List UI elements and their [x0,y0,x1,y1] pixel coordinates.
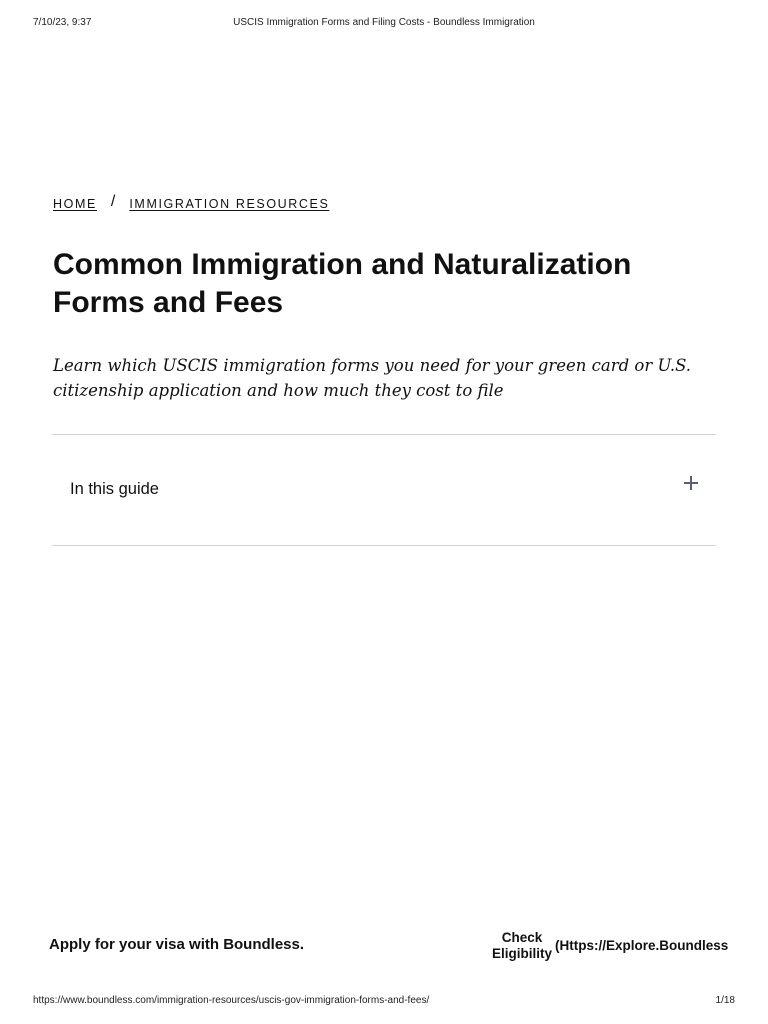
print-datetime: 7/10/23, 9:37 [33,17,92,28]
print-page-title: USCIS Immigration Forms and Filing Costs - Boundless Immigration [233,17,535,28]
cta-bar [0,928,768,968]
breadcrumb-immigration-resources-link[interactable]: IMMIGRATION RESOURCES [129,197,330,211]
breadcrumb-separator: / [110,193,116,210]
print-page-indicator: 1/18 [715,995,735,1006]
breadcrumb-home-link[interactable]: HOME [53,197,97,211]
print-url: https://www.boundless.com/immigration-resources/uscis-gov-immigration-forms-and-fees/ [33,995,430,1006]
check-eligibility-line2: Eligibility [491,946,552,961]
apply-visa-text: Apply for your visa with Boundless. [49,936,305,953]
page-title: Common Immigration and Naturalization Forms and Fees [53,248,632,319]
check-eligibility-link[interactable] [488,930,556,962]
in-this-guide-toggle[interactable] [52,435,716,545]
print-header [33,17,735,31]
check-eligibility-line1: Check [501,930,543,945]
article-subtitle: Learn which USCIS immigration forms you need for your green card or U.S. citizenship application and how much they cost to file [53,356,692,400]
plus-icon[interactable] [684,476,698,490]
eligibility-url-overflow: (Https://Explore.Boundless [555,938,729,953]
breadcrumb [53,195,329,213]
in-this-guide-label: In this guide [70,480,159,498]
divider-bottom [52,545,716,546]
